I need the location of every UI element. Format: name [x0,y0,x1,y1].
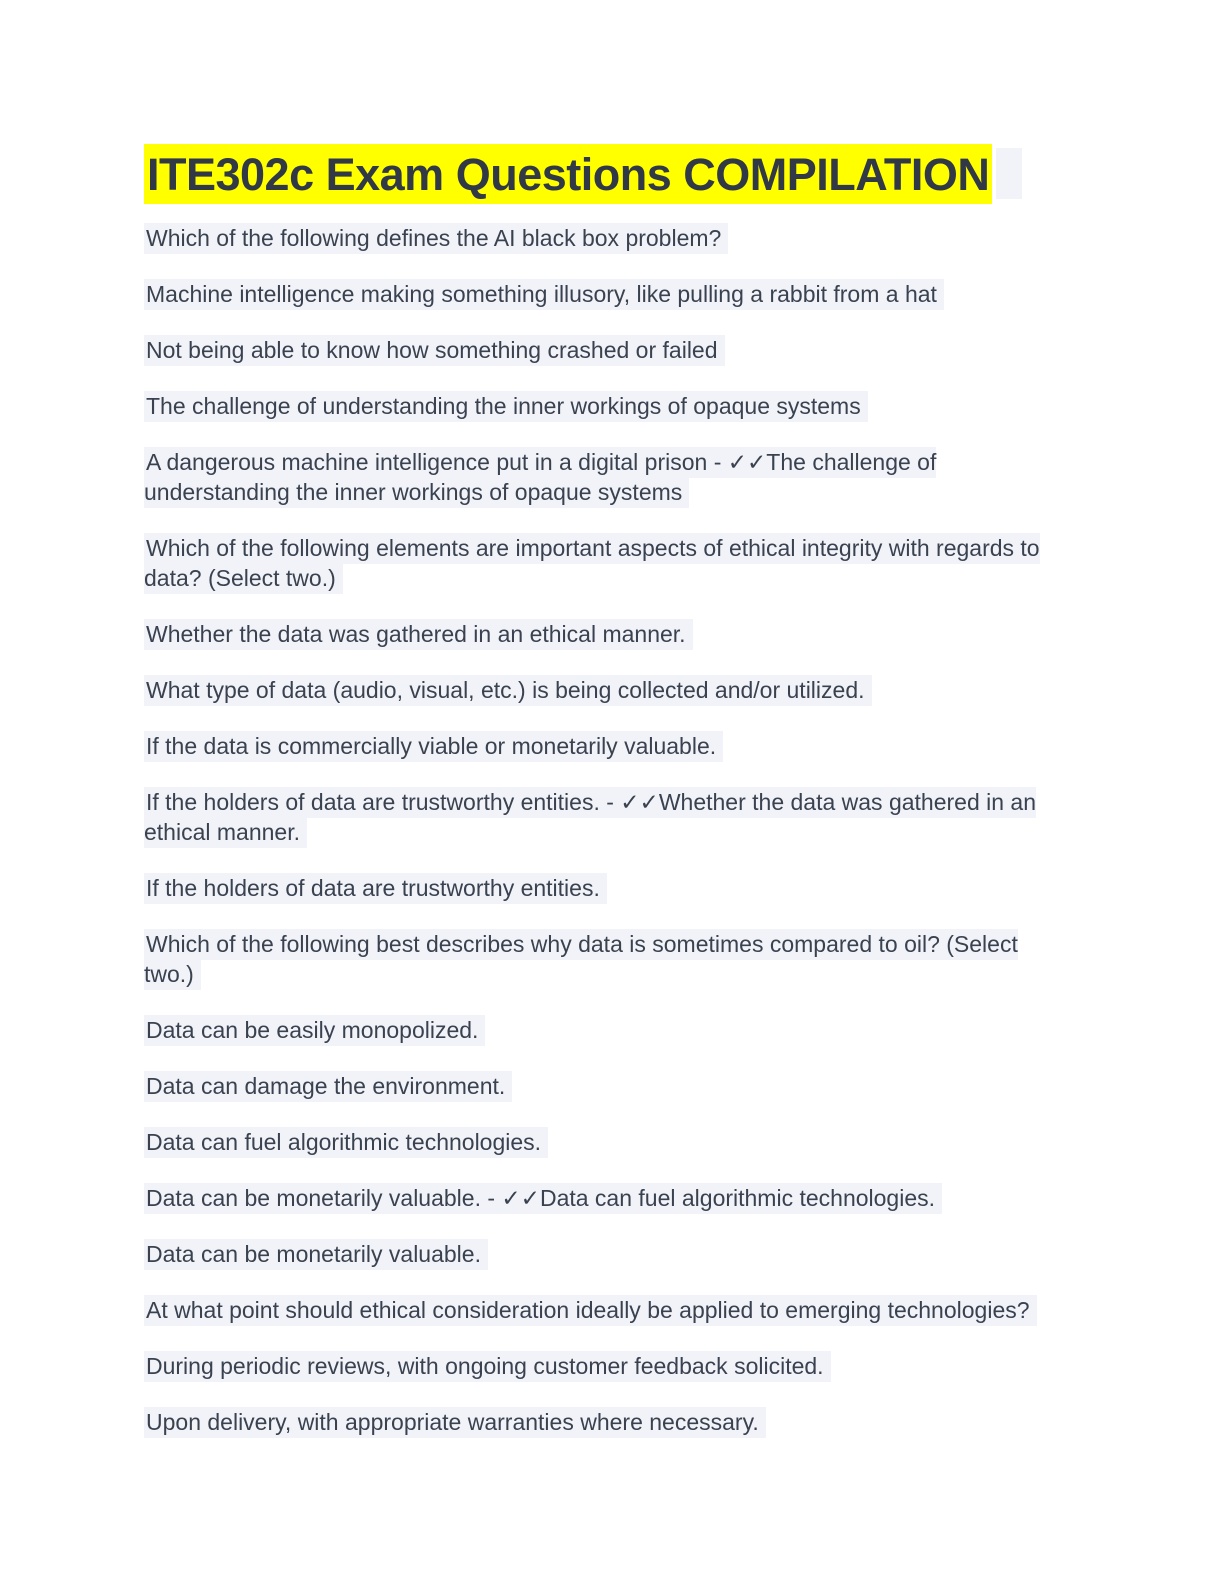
option-text: Upon delivery, with appropriate warranties where necessary. [144,1407,1080,1437]
option-text: If the data is commercially viable or monetarily valuable. [144,731,1080,761]
answer-text: Data can be monetarily valuable. - ✓✓Data can fuel algorithmic technologies. [144,1183,1080,1213]
option-text: If the holders of data are trustworthy entities. [144,873,1080,903]
page-title-text: ITE302c Exam Questions COMPILATION [144,144,992,204]
option-text: Data can fuel algorithmic technologies. [144,1127,1080,1157]
option-text: Data can damage the environment. [144,1071,1080,1101]
question-text: Which of the following defines the AI black box problem? [144,223,1080,253]
option-text: What type of data (audio, visual, etc.) is being collected and/or utilized. [144,675,1080,705]
option-text: Whether the data was gathered in an ethical manner. [144,619,1080,649]
option-text: Data can be monetarily valuable. [144,1239,1080,1269]
answer-text: If the holders of data are trustworthy entities. - ✓✓Whether the data was gathered in an ethical manner. [144,787,1080,847]
option-text: Data can be easily monopolized. [144,1015,1080,1045]
answer-text: A dangerous machine intelligence put in a digital prison - ✓✓The challenge of understanding the inner workings of opaque systems [144,447,1080,507]
page-title [144,144,1080,205]
option-text: Not being able to know how something crashed or failed [144,335,1080,365]
question-text: Which of the following elements are important aspects of ethical integrity with regards to data? (Select two.) [144,533,1080,593]
title-trailing-highlight [996,148,1022,199]
option-text: During periodic reviews, with ongoing customer feedback solicited. [144,1351,1080,1381]
option-text: The challenge of understanding the inner workings of opaque systems [144,391,1080,421]
option-text: Machine intelligence making something illusory, like pulling a rabbit from a hat [144,279,1080,309]
question-text: At what point should ethical consideration ideally be applied to emerging technologies? [144,1295,1080,1325]
question-text: Which of the following best describes why data is sometimes compared to oil? (Select two.) [144,929,1080,989]
